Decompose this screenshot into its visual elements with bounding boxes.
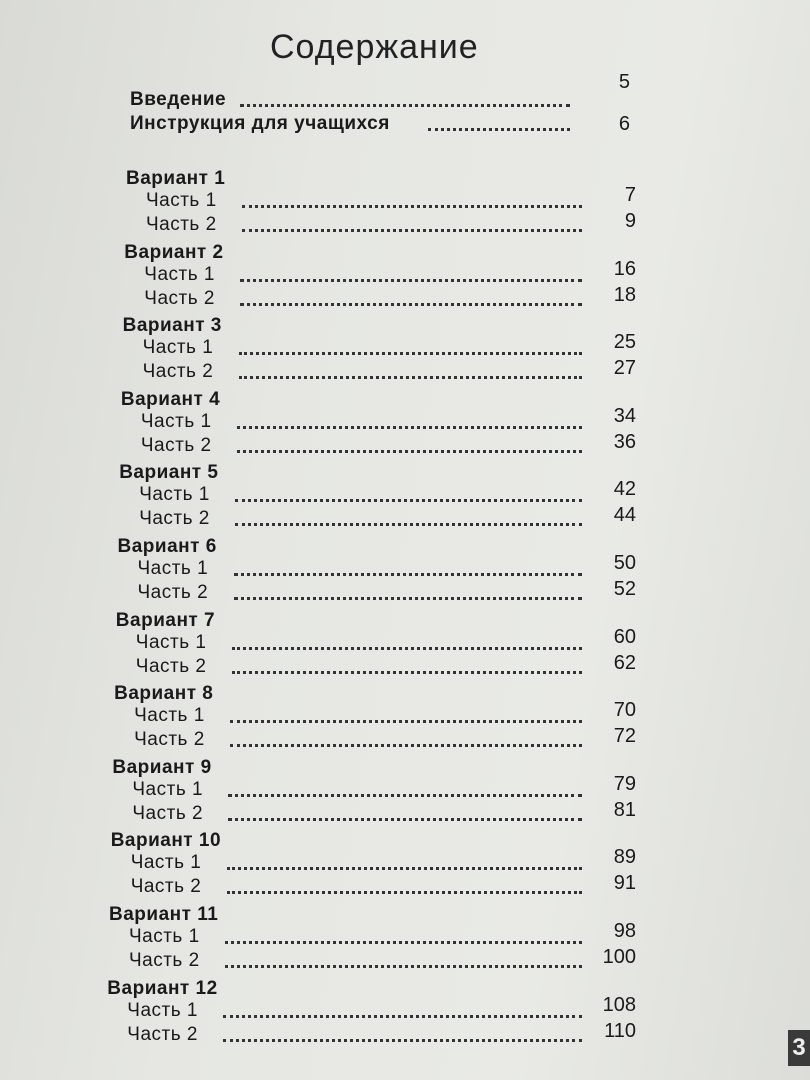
toc-entry-page: 6 (618, 113, 630, 135)
leader-dots (239, 344, 582, 355)
part-page-number: 7 (624, 184, 636, 206)
leader-dots (242, 197, 582, 208)
leader-dots (235, 515, 582, 526)
toc-entry-part (132, 798, 636, 826)
part-label: Часть 2 (140, 434, 212, 456)
part-label: Часть 1 (142, 337, 214, 359)
toc-entry-part (144, 257, 636, 287)
variant-heading: Вариант 4 (120, 388, 221, 410)
toc-entry-part (130, 872, 636, 899)
part-label: Часть 2 (127, 1023, 198, 1045)
part-page-number: 25 (613, 331, 636, 354)
variant-heading: Вариант 5 (119, 462, 219, 484)
leader-dots (240, 96, 570, 107)
part-label: Часть 2 (130, 876, 202, 898)
part-label: Часть 2 (146, 214, 217, 235)
leader-dots (228, 786, 582, 797)
variant-heading: Вариант 7 (115, 609, 216, 631)
variant-heading: Вариант 1 (126, 168, 226, 189)
toc-entry-part (127, 993, 636, 1023)
part-page-number: 18 (613, 283, 636, 306)
variant-heading: Вариант 8 (114, 683, 214, 705)
part-label: Часть 2 (139, 508, 210, 530)
part-label: Часть 2 (135, 655, 207, 677)
toc-entry-part (135, 651, 636, 679)
variant-heading: Вариант 10 (110, 830, 222, 852)
leader-dots (223, 1031, 582, 1042)
leader-dots (240, 271, 582, 282)
toc-entry-part (127, 1019, 636, 1047)
part-label: Часть 1 (135, 631, 207, 653)
leader-dots (230, 736, 582, 747)
toc-entry-part (132, 772, 636, 802)
part-page-number: 34 (613, 404, 636, 427)
toc-entry-part (146, 210, 636, 237)
toc-entry-part (137, 552, 637, 581)
part-page-number: 79 (613, 772, 636, 795)
part-page-number: 70 (613, 699, 636, 722)
toc-entry-part (135, 625, 636, 655)
leader-dots (237, 418, 582, 429)
part-label: Часть 1 (132, 778, 204, 800)
leader-dots (239, 368, 582, 379)
part-page-number: 108 (602, 993, 636, 1016)
toc-entry-intro (130, 71, 630, 112)
part-page-number: 9 (624, 210, 636, 232)
part-page-number: 50 (613, 552, 636, 574)
toc-entry-part (139, 504, 636, 531)
leader-dots (225, 933, 582, 944)
leader-dots (242, 221, 582, 232)
part-page-number: 60 (613, 625, 636, 648)
part-label: Часть 1 (146, 190, 217, 211)
part-label: Часть 2 (132, 802, 204, 824)
toc-entry-part (130, 846, 636, 875)
leader-dots (223, 1007, 582, 1018)
variant-heading: Вариант 3 (122, 315, 222, 337)
part-label: Часть 2 (134, 729, 205, 751)
part-page-number: 44 (613, 504, 636, 527)
page-number: 3 (788, 1030, 810, 1066)
leader-dots (230, 712, 582, 723)
leader-dots (240, 295, 582, 306)
part-page-number: 36 (613, 430, 636, 453)
toc-entry-part (137, 578, 637, 605)
leader-dots (227, 859, 582, 870)
leader-dots (428, 120, 570, 131)
part-page-number: 27 (613, 357, 636, 380)
leader-dots (225, 957, 582, 968)
part-label: Часть 1 (140, 410, 212, 432)
part-page-number: 100 (602, 946, 636, 968)
part-page-number: 62 (613, 651, 636, 674)
toc-entry-part (129, 920, 636, 949)
part-label: Часть 1 (144, 263, 215, 285)
part-label: Часть 2 (142, 361, 214, 383)
part-label: Часть 1 (137, 558, 209, 579)
part-label: Часть 2 (137, 582, 209, 603)
leader-dots (227, 883, 582, 894)
part-page-number: 52 (613, 578, 636, 600)
toc-entry-part (146, 184, 636, 213)
leader-dots (235, 491, 582, 502)
part-label: Часть 1 (139, 484, 210, 506)
part-label: Часть 1 (127, 999, 198, 1021)
leader-dots (232, 663, 582, 674)
variant-heading: Вариант 6 (117, 536, 217, 557)
leader-dots (232, 639, 582, 650)
leader-dots (234, 589, 583, 600)
toc-entry-label: Инструкция для учащихся (130, 113, 390, 134)
leader-dots (234, 565, 583, 576)
toc-entry-part (142, 357, 636, 384)
part-page-number: 110 (604, 1019, 636, 1042)
leader-dots (237, 442, 582, 453)
part-page-number: 42 (613, 478, 636, 501)
part-page-number: 81 (613, 798, 636, 821)
leader-dots (228, 810, 582, 821)
toc-entry-part (139, 478, 636, 507)
part-label: Часть 1 (129, 926, 200, 947)
toc-entry-part (144, 283, 636, 311)
part-label: Часть 1 (130, 852, 202, 874)
toc-entry-part (134, 725, 636, 752)
variant-heading: Вариант 11 (109, 904, 219, 925)
toc-entry-part (134, 699, 636, 728)
part-page-number: 89 (613, 846, 636, 869)
part-page-number: 91 (613, 872, 636, 895)
part-page-number: 72 (613, 725, 636, 748)
toc-entry-label: Введение (130, 89, 227, 110)
page-title: Содержание (270, 28, 479, 66)
toc-entry-part (142, 331, 636, 360)
toc-entry-part (129, 946, 636, 973)
variant-heading: Вариант 2 (124, 241, 224, 263)
toc-entry-part (140, 404, 636, 434)
part-label: Часть 2 (144, 287, 215, 309)
toc-entry-part (140, 430, 636, 458)
part-label: Часть 2 (129, 950, 200, 971)
toc-entry-page: 5 (618, 71, 630, 93)
part-page-number: 98 (613, 920, 636, 942)
variant-heading: Вариант 9 (112, 756, 212, 778)
variant-heading: Вариант 12 (107, 977, 218, 999)
part-label: Часть 1 (134, 705, 205, 727)
toc-entry-instructions (130, 112, 630, 136)
part-page-number: 16 (613, 257, 636, 280)
